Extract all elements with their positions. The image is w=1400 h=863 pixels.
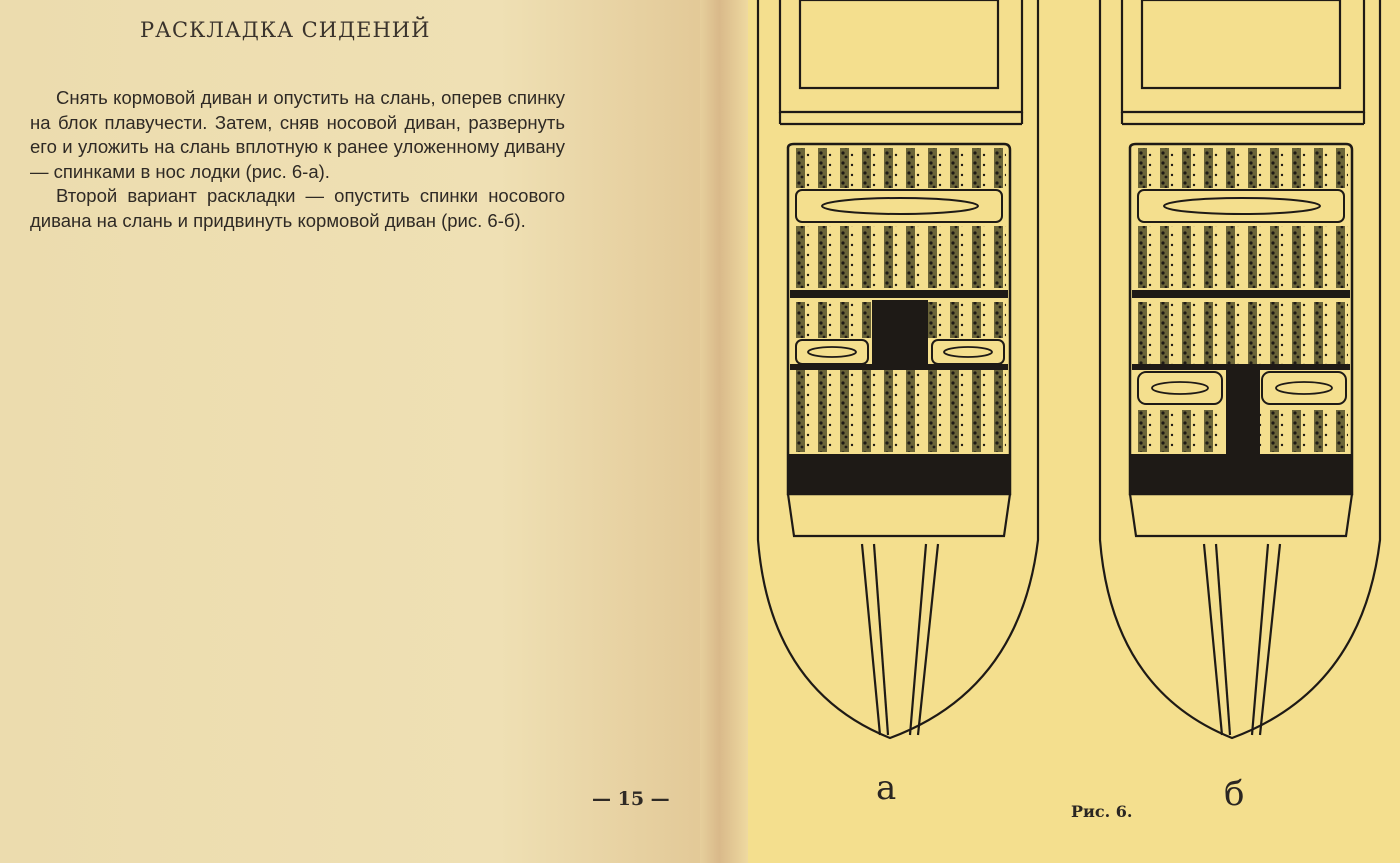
boat-diagram-b — [1092, 0, 1392, 780]
seat-layout-b — [1130, 144, 1352, 494]
boat-diagram-a — [750, 0, 1050, 780]
page-number: — 15 — — [592, 788, 670, 810]
section-heading: РАСКЛАДКА СИДЕНИЙ — [140, 18, 431, 42]
stern-and-keel — [788, 494, 1010, 735]
seat-layout-a — [788, 144, 1010, 494]
body-text — [30, 86, 565, 233]
figure-caption: Рис. 6. — [1071, 802, 1133, 821]
paragraph-2: Второй вариант раскладки — опустить спинки носового дивана на слань и придвинуть кормовой диван (рис. 6-б). — [30, 185, 565, 231]
figure-label-b: б — [1224, 774, 1245, 814]
book-gutter — [700, 0, 748, 863]
stern-and-keel — [1130, 494, 1352, 735]
paragraph-1: Снять кормовой диван и опустить на слань, оперев спинку на блок плавучести. Затем, сняв носовой диван, развернуть его и уложить на слань вплотную к ранее уложенному дивану — спинками в нос лодки (рис. 6-а). — [30, 87, 565, 182]
figure-label-a: а — [876, 768, 897, 808]
